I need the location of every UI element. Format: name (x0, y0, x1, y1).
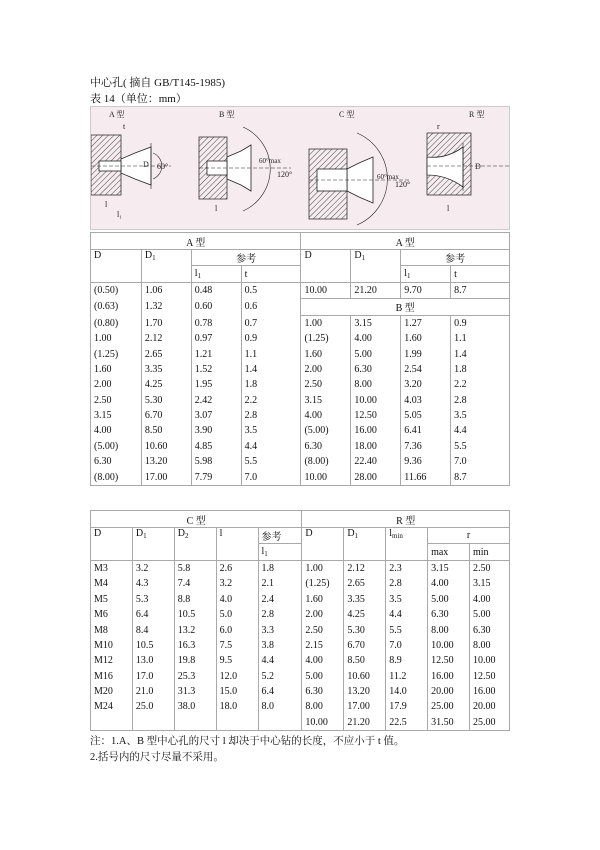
a-cell: (0.50) (91, 282, 142, 298)
a-cell: 3.90 (191, 423, 241, 438)
b-cell: 1.4 (451, 346, 510, 361)
c-cell: 5.2 (258, 669, 302, 684)
r-cell: 2.12 (344, 560, 386, 576)
c-cell: 1.8 (258, 560, 302, 576)
a-cell: 0.60 (191, 299, 241, 315)
center-hole-drawings (90, 106, 510, 230)
a-cell: 6.70 (141, 408, 191, 423)
note-2: 2.括号内的尺寸尽量不采用。 (90, 752, 224, 763)
table-c-r-types (90, 510, 510, 731)
table-row (91, 299, 510, 315)
table-row (91, 669, 510, 684)
svg-text:120°: 120° (395, 180, 411, 189)
r-cell: 12.50 (470, 669, 510, 684)
r-cell: 25.00 (470, 715, 510, 731)
r-type-title: R 型 (302, 511, 510, 528)
b-cell: 16.00 (351, 423, 401, 438)
svg-text:D: D (143, 160, 149, 169)
b-cell: 0.9 (451, 315, 510, 331)
b-cell: 1.60 (401, 331, 451, 346)
type-a-drawing (91, 109, 171, 219)
c-cell (91, 715, 133, 731)
header-reference: 参考 (191, 250, 301, 266)
c-cell: 3.2 (132, 560, 174, 576)
b-cell: 1.00 (301, 315, 351, 331)
r-cell: (1.25) (302, 576, 344, 591)
svg-text:60°max: 60°max (259, 157, 281, 165)
r-cell: 12.50 (428, 653, 470, 668)
c-cell: 13.2 (174, 622, 216, 637)
table-row (91, 592, 510, 607)
c-cell: 25.0 (132, 699, 174, 714)
a-cell: 2.8 (241, 408, 301, 423)
b-cell: 4.00 (351, 331, 401, 346)
c-header-l1: $l_1$ (258, 544, 302, 560)
b-cell: 1.8 (451, 362, 510, 377)
c-cell: M12 (91, 653, 133, 668)
r-cell: 8.00 (470, 638, 510, 653)
table-a-b-types (90, 232, 510, 486)
r-cell: 16.00 (428, 669, 470, 684)
a-cell: 2.2 (241, 393, 301, 408)
svg-text:D: D (475, 162, 481, 171)
table-row (91, 607, 510, 622)
b-cell: 2.8 (451, 393, 510, 408)
c-cell: 9.5 (216, 653, 258, 668)
r-cell: 21.20 (344, 715, 386, 731)
note-1: 注：1.A、B 型中心孔的尺寸 l 却决于中心钻的长度，不应小于 t 值。 (90, 736, 405, 747)
r-cell: 8.00 (302, 699, 344, 714)
c-cell: M4 (91, 576, 133, 591)
r-cell: 7.0 (386, 638, 428, 653)
r-cell: 31.50 (428, 715, 470, 731)
c-cell: 6.4 (132, 607, 174, 622)
a-cell: 2.42 (191, 393, 241, 408)
a-cell: 4.4 (241, 439, 301, 454)
c-cell: 10.5 (132, 638, 174, 653)
a-cell: 1.00 (91, 331, 142, 346)
r-cell: 8.00 (428, 622, 470, 637)
r-cell: 11.2 (386, 669, 428, 684)
a-cell: 0.97 (191, 331, 241, 346)
a-cell: 4.00 (91, 423, 142, 438)
b-cell: 2.54 (401, 362, 451, 377)
c-cell: 12.0 (216, 669, 258, 684)
b-cell: (1.25) (301, 331, 351, 346)
b-cell: 10.00 (301, 469, 351, 485)
c-cell: 19.8 (174, 653, 216, 668)
r-cell: 8.50 (344, 653, 386, 668)
svg-text:l: l (215, 204, 218, 213)
r-cell: 4.25 (344, 607, 386, 622)
header-reference-right: 参考 (401, 250, 510, 266)
header-d1: $D_1$ (141, 250, 191, 283)
a-cell: 2.50 (91, 393, 142, 408)
b-type-title: B 型 (301, 299, 510, 315)
b-cell: 7.0 (451, 454, 510, 469)
c-cell: 10.5 (174, 607, 216, 622)
table-row (91, 423, 510, 438)
r-cell: 2.15 (302, 638, 344, 653)
r-cell: 13.20 (344, 684, 386, 699)
r-header-d: D (302, 528, 344, 561)
r-header-r: r (428, 528, 510, 544)
c-cell: 7.5 (216, 638, 258, 653)
c-cell: 8.4 (132, 622, 174, 637)
a-cell: 1.70 (141, 315, 191, 331)
r-cell: 6.70 (344, 638, 386, 653)
b-cell: 12.50 (351, 408, 401, 423)
b-cell: 1.99 (401, 346, 451, 361)
r-cell: 6.30 (302, 684, 344, 699)
r-cell: 10.00 (302, 715, 344, 731)
a-cell: 3.35 (141, 362, 191, 377)
r-cell: 17.00 (344, 699, 386, 714)
r-header-lmin: $l_{min}$ (386, 528, 428, 561)
r-cell: 3.15 (470, 576, 510, 591)
c-cell: 3.3 (258, 622, 302, 637)
table-row (91, 454, 510, 469)
r-cell: 4.00 (428, 576, 470, 591)
b-cell: 4.03 (401, 393, 451, 408)
r-header-d1: $D_1$ (344, 528, 386, 561)
header-d: D (91, 250, 142, 283)
c-cell: 3.8 (258, 638, 302, 653)
r-cell: 5.00 (302, 669, 344, 684)
c-cell (258, 715, 302, 731)
r-cell: 5.00 (428, 592, 470, 607)
table-row (91, 377, 510, 392)
table-row (91, 331, 510, 346)
r-cell: 10.00 (470, 653, 510, 668)
c-cell: 2.8 (258, 607, 302, 622)
c-cell: M16 (91, 669, 133, 684)
a-cell: (0.63) (91, 299, 142, 315)
svg-text:120°: 120° (277, 170, 293, 179)
a-cell: 0.6 (241, 299, 301, 315)
table-row (91, 282, 510, 298)
table-row (91, 715, 510, 731)
c-header-l: l (216, 528, 258, 561)
a-cell-right: 10.00 (301, 282, 351, 298)
r-cell: 4.00 (470, 592, 510, 607)
r-cell: 2.50 (302, 622, 344, 637)
c-cell: 21.0 (132, 684, 174, 699)
type-c-drawing (309, 109, 411, 225)
a-cell: 13.20 (141, 454, 191, 469)
c-cell: 6.0 (216, 622, 258, 637)
b-cell: 5.00 (351, 346, 401, 361)
b-cell: 8.00 (351, 377, 401, 392)
a-cell: 6.30 (91, 454, 142, 469)
table-row (91, 469, 510, 485)
c-cell: 4.4 (258, 653, 302, 668)
header-l1-right: $l_1$ (401, 266, 451, 282)
c-cell: 6.4 (258, 684, 302, 699)
svg-text:r: r (437, 122, 440, 131)
c-cell: 3.2 (216, 576, 258, 591)
c-cell: M24 (91, 699, 133, 714)
b-cell: 6.41 (401, 423, 451, 438)
table-row (91, 315, 510, 331)
type-c-label: C 型 (339, 110, 355, 119)
r-cell: 10.60 (344, 669, 386, 684)
r-cell: 2.50 (470, 560, 510, 576)
c-cell: M5 (91, 592, 133, 607)
table-row (91, 346, 510, 361)
b-cell: (8.00) (301, 454, 351, 469)
r-cell: 22.5 (386, 715, 428, 731)
r-cell: 2.3 (386, 560, 428, 576)
a-cell: 7.0 (241, 469, 301, 485)
table-row (91, 576, 510, 591)
a-cell: 0.48 (191, 282, 241, 298)
b-cell: 3.5 (451, 408, 510, 423)
svg-text:l: l (447, 204, 450, 213)
header-l1: $l_1$ (191, 266, 241, 282)
a-cell: 1.8 (241, 377, 301, 392)
table-row (91, 439, 510, 454)
b-cell: 4.4 (451, 423, 510, 438)
b-cell: 8.7 (451, 469, 510, 485)
svg-text:l: l (105, 200, 108, 209)
c-cell: 2.6 (216, 560, 258, 576)
a-type-title-right: A 型 (301, 233, 510, 250)
a-cell: 1.4 (241, 362, 301, 377)
r-cell: 25.00 (428, 699, 470, 714)
a-cell: 2.12 (141, 331, 191, 346)
c-cell: 15.0 (216, 684, 258, 699)
a-cell: 1.21 (191, 346, 241, 361)
a-cell-right: 8.7 (451, 282, 510, 298)
a-cell: 3.5 (241, 423, 301, 438)
svg-text:l₁: l₁ (117, 210, 123, 219)
r-cell: 5.00 (470, 607, 510, 622)
b-cell: 2.2 (451, 377, 510, 392)
a-cell: (5.00) (91, 439, 142, 454)
c-cell: 25.3 (174, 669, 216, 684)
header-t: t (241, 266, 301, 282)
b-cell: 3.15 (351, 315, 401, 331)
header-d-right: D (301, 250, 351, 283)
c-header-d: D (91, 528, 133, 561)
b-cell: 6.30 (351, 362, 401, 377)
r-cell: 3.35 (344, 592, 386, 607)
c-cell: 2.4 (258, 592, 302, 607)
b-cell: 2.00 (301, 362, 351, 377)
table-row (91, 699, 510, 714)
b-cell: 1.1 (451, 331, 510, 346)
c-cell: 5.3 (132, 592, 174, 607)
a-cell-right: 9.70 (401, 282, 451, 298)
r-header-min: min (470, 544, 510, 560)
c-cell: 8.0 (258, 699, 302, 714)
c-cell: 7.4 (174, 576, 216, 591)
type-r-label: R 型 (469, 110, 485, 119)
c-cell: 4.0 (216, 592, 258, 607)
a-cell: 1.32 (141, 299, 191, 315)
a-cell: 5.5 (241, 454, 301, 469)
c-cell: 5.8 (174, 560, 216, 576)
c-cell: 4.3 (132, 576, 174, 591)
c-cell: M20 (91, 684, 133, 699)
b-cell: 5.05 (401, 408, 451, 423)
r-cell: 14.0 (386, 684, 428, 699)
table-row (91, 560, 510, 576)
b-cell: 22.40 (351, 454, 401, 469)
a-type-title: A 型 (91, 233, 301, 250)
r-cell: 3.15 (428, 560, 470, 576)
a-cell: 4.85 (191, 439, 241, 454)
a-cell: 8.50 (141, 423, 191, 438)
c-cell: M10 (91, 638, 133, 653)
b-cell: 1.27 (401, 315, 451, 331)
b-cell: 3.20 (401, 377, 451, 392)
table-row (91, 393, 510, 408)
c-cell: 8.8 (174, 592, 216, 607)
b-cell: 4.00 (301, 408, 351, 423)
a-cell: 1.1 (241, 346, 301, 361)
b-cell: 2.50 (301, 377, 351, 392)
type-b-drawing (199, 109, 292, 213)
a-cell: (8.00) (91, 469, 142, 485)
a-cell: 0.7 (241, 315, 301, 331)
a-cell: 17.00 (141, 469, 191, 485)
c-cell: 31.3 (174, 684, 216, 699)
r-cell: 6.30 (428, 607, 470, 622)
r-cell: 16.00 (470, 684, 510, 699)
r-cell: 3.5 (386, 592, 428, 607)
a-cell: 1.06 (141, 282, 191, 298)
a-cell: 1.52 (191, 362, 241, 377)
r-cell: 2.00 (302, 607, 344, 622)
r-header-max: max (428, 544, 470, 560)
r-cell: 1.60 (302, 592, 344, 607)
a-cell: 5.30 (141, 393, 191, 408)
r-cell: 4.4 (386, 607, 428, 622)
r-cell: 2.65 (344, 576, 386, 591)
a-cell: (0.80) (91, 315, 142, 331)
table-row (91, 362, 510, 377)
header-d1-right: $D_1$ (351, 250, 401, 283)
b-cell: 11.66 (401, 469, 451, 485)
a-cell-right: 21.20 (351, 282, 401, 298)
c-cell: M3 (91, 560, 133, 576)
a-cell: 10.60 (141, 439, 191, 454)
c-cell (132, 715, 174, 731)
a-cell: 2.00 (91, 377, 142, 392)
a-cell: (1.25) (91, 346, 142, 361)
b-cell: 1.60 (301, 346, 351, 361)
b-cell: 7.36 (401, 439, 451, 454)
type-b-label: B 型 (219, 110, 235, 119)
a-cell: 5.98 (191, 454, 241, 469)
b-cell: 28.00 (351, 469, 401, 485)
table-row (91, 684, 510, 699)
r-cell: 6.30 (470, 622, 510, 637)
c-header-d2: $D_2$ (174, 528, 216, 561)
type-r-drawing (427, 109, 509, 213)
r-cell: 20.00 (428, 684, 470, 699)
c-cell: 5.0 (216, 607, 258, 622)
header-t-right: t (451, 266, 510, 282)
c-cell: 2.1 (258, 576, 302, 591)
r-cell: 5.30 (344, 622, 386, 637)
a-cell: 3.15 (91, 408, 142, 423)
table-row (91, 638, 510, 653)
b-cell: 6.30 (301, 439, 351, 454)
a-cell: 0.5 (241, 282, 301, 298)
c-header-reference: 参考 (258, 528, 302, 544)
a-cell: 3.07 (191, 408, 241, 423)
a-cell: 2.65 (141, 346, 191, 361)
b-cell: 10.00 (351, 393, 401, 408)
a-cell: 1.60 (91, 362, 142, 377)
c-cell (174, 715, 216, 731)
c-cell: 16.3 (174, 638, 216, 653)
table-row (91, 653, 510, 668)
doc-title: 中心孔( 摘自 GB/T145-1985) (90, 77, 226, 89)
b-cell: 5.5 (451, 439, 510, 454)
c-cell: 13.0 (132, 653, 174, 668)
r-cell: 4.00 (302, 653, 344, 668)
r-cell: 8.9 (386, 653, 428, 668)
c-cell: 38.0 (174, 699, 216, 714)
a-cell: 1.95 (191, 377, 241, 392)
svg-text:t: t (123, 122, 126, 131)
r-cell: 5.5 (386, 622, 428, 637)
c-type-title: C 型 (91, 511, 302, 528)
a-cell: 4.25 (141, 377, 191, 392)
c-cell: 18.0 (216, 699, 258, 714)
r-cell: 2.8 (386, 576, 428, 591)
b-cell: 18.00 (351, 439, 401, 454)
b-cell: (5.00) (301, 423, 351, 438)
center-hole-figure (91, 107, 510, 230)
table-caption: 表 14（单位：mm） (90, 93, 187, 105)
a-cell: 7.79 (191, 469, 241, 485)
c-cell: M8 (91, 622, 133, 637)
r-cell: 20.00 (470, 699, 510, 714)
a-cell: 0.78 (191, 315, 241, 331)
table-row (91, 408, 510, 423)
r-cell: 1.00 (302, 560, 344, 576)
type-a-label: A 型 (109, 110, 125, 119)
c-cell (216, 715, 258, 731)
c-cell: 17.0 (132, 669, 174, 684)
a-cell: 0.9 (241, 331, 301, 346)
r-cell: 10.00 (428, 638, 470, 653)
b-cell: 9.36 (401, 454, 451, 469)
svg-text:60°max: 60°max (377, 173, 399, 181)
svg-text:60°: 60° (157, 162, 169, 171)
b-cell: 3.15 (301, 393, 351, 408)
c-cell: M6 (91, 607, 133, 622)
r-cell: 17.9 (386, 699, 428, 714)
table-row (91, 622, 510, 637)
c-header-d1: $D_1$ (132, 528, 174, 561)
